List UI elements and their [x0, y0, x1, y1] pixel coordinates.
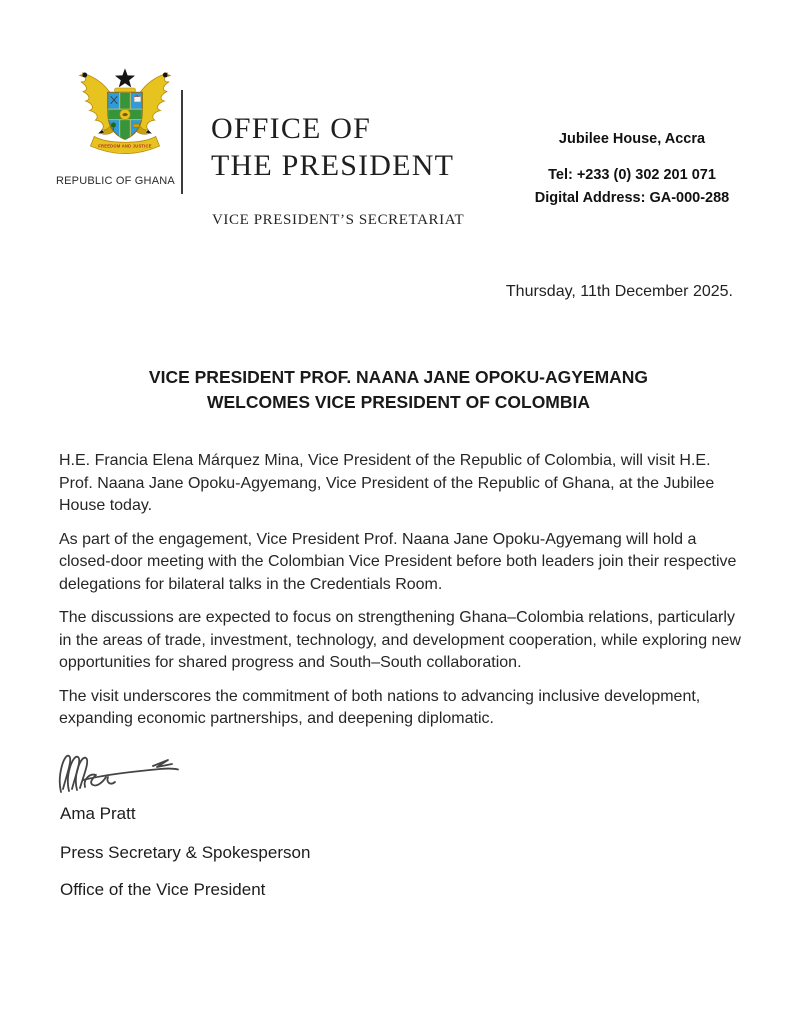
contact-block [530, 131, 734, 206]
press-release-title-line2: WELCOMES VICE PRESIDENT OF COLOMBIA [206, 392, 591, 412]
press-release-title [0, 365, 797, 415]
black-star-icon [115, 68, 135, 87]
secretariat-subtitle: VICE PRESIDENT’S SECRETARIAT [212, 212, 465, 228]
press-release-title-line1: VICE PRESIDENT PROF. NAANA JANE OPOKU-AGYEMANG [148, 367, 649, 387]
press-release-body [59, 450, 741, 742]
date-line: Thursday, 11th December 2025. [505, 283, 733, 300]
press-release-paragraph: The discussions are expected to focus on strengthening Ghana–Colombia relations, particularly in the areas of trade, investment, technology, and development cooperation, while exploring new opportunities for shared progress and South–South collaboration. [59, 609, 741, 671]
motto-text: FREEDOM AND JUSTICE [98, 143, 152, 149]
office-title [211, 110, 454, 184]
press-release-paragraph: As part of the engagement, Vice President Prof. Naana Jane Opoku-Agyemang will hold a closed-door meeting with the Colombian Vice President before both leaders join their respective delegations for bilateral talks in the Credentials Room. [59, 530, 737, 593]
office-title-line1: OFFICE OF [211, 112, 372, 145]
signoff-name: Ama Pratt [60, 804, 136, 823]
contact-digital-address: Digital Address: GA-000-288 [534, 190, 730, 206]
contact-address: Jubilee House, Accra [558, 131, 706, 147]
signoff-office: Office of the Vice President [60, 880, 266, 899]
press-release-paragraph: H.E. Francia Elena Márquez Mina, Vice President of the Republic of Colombia, will visit H.E. Prof. Naana Jane Opoku-Agyemang, Vice President of the Republic of Ghana, at the Jubilee House today. [59, 452, 715, 514]
press-release-paragraph: The visit underscores the commitment of both nations to advancing inclusive development, expanding economic partnerships, and deepening diplomatic. [59, 687, 701, 727]
shield [108, 92, 143, 140]
header-divider [181, 90, 183, 194]
office-title-line2: THE PRESIDENT [211, 149, 455, 182]
signature-image [56, 746, 188, 796]
ghana-coat-of-arms-icon [77, 66, 173, 158]
contact-telephone: Tel: +233 (0) 302 201 071 [548, 167, 716, 183]
signoff-role: Press Secretary & Spokesperson [60, 843, 311, 862]
emblem-caption: REPUBLIC OF GHANA [56, 175, 175, 187]
